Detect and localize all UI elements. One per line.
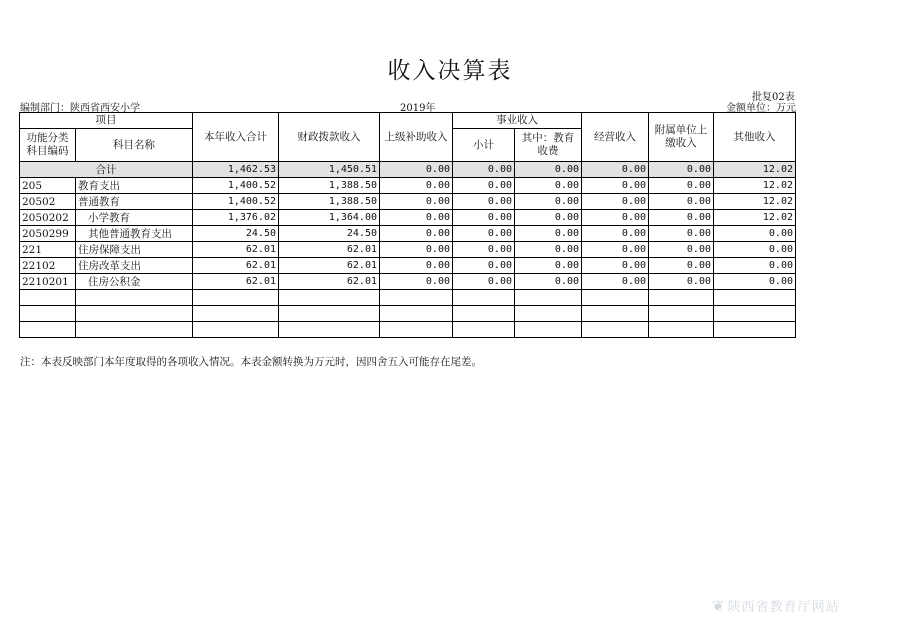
amount-cell: 62.01 [279, 258, 380, 274]
subject-code: 221 [20, 242, 76, 258]
empty-cell [582, 322, 649, 338]
amount-cell: 0.00 [582, 226, 649, 242]
total-value: 0.00 [453, 162, 515, 178]
amount-cell: 1,400.52 [193, 178, 279, 194]
amount-cell: 0.00 [380, 226, 453, 242]
subject-name: 住房保障支出 [76, 242, 193, 258]
header-subject-name: 科目名称 [76, 129, 193, 162]
amount-cell: 0.00 [515, 226, 582, 242]
empty-cell [20, 290, 76, 306]
total-label: 合计 [20, 162, 193, 178]
empty-cell [380, 290, 453, 306]
empty-cell [76, 306, 193, 322]
subject-name: 住房改革支出 [76, 258, 193, 274]
total-value: 0.00 [649, 162, 714, 178]
footnote: 注：本表反映部门本年度取得的各项收入情况。本表金额转换为万元时，因四舍五入可能存在尾差。 [20, 356, 482, 368]
subject-code: 2050299 [20, 226, 76, 242]
empty-cell [193, 290, 279, 306]
subject-code: 22102 [20, 258, 76, 274]
empty-cell [582, 306, 649, 322]
empty-cell [714, 290, 796, 306]
org-label: 编制部门：陕西省西安小学 [20, 103, 140, 114]
total-value: 0.00 [515, 162, 582, 178]
empty-row [20, 290, 796, 306]
amount-cell: 0.00 [515, 242, 582, 258]
amount-cell: 0.00 [582, 194, 649, 210]
total-value: 1,450.51 [279, 162, 380, 178]
header-operating: 经营收入 [582, 113, 649, 162]
table-row [20, 274, 796, 290]
empty-cell [515, 322, 582, 338]
amount-cell: 1,376.02 [193, 210, 279, 226]
empty-cell [20, 322, 76, 338]
empty-cell [279, 322, 380, 338]
total-value: 12.02 [714, 162, 796, 178]
amount-cell: 12.02 [714, 178, 796, 194]
empty-cell [453, 290, 515, 306]
header-other: 其他收入 [714, 113, 796, 162]
header-edu-fee: 其中：教育收费 [515, 129, 582, 162]
amount-cell: 12.02 [714, 210, 796, 226]
leaf-icon: ❦ [712, 597, 726, 615]
empty-cell [515, 306, 582, 322]
amount-cell: 0.00 [515, 194, 582, 210]
empty-row [20, 306, 796, 322]
amount-cell: 0.00 [380, 258, 453, 274]
subject-code: 2210201 [20, 274, 76, 290]
empty-cell [649, 306, 714, 322]
subject-name: 教育支出 [76, 178, 193, 194]
empty-cell [714, 322, 796, 338]
header-project: 项目 [20, 113, 193, 129]
amount-cell: 0.00 [582, 242, 649, 258]
table-row [20, 210, 796, 226]
amount-cell: 0.00 [582, 210, 649, 226]
empty-cell [515, 290, 582, 306]
amount-cell: 0.00 [380, 242, 453, 258]
amount-cell: 0.00 [453, 274, 515, 290]
amount-cell: 1,400.52 [193, 194, 279, 210]
empty-cell [76, 290, 193, 306]
amount-cell: 0.00 [453, 194, 515, 210]
total-value: 0.00 [582, 162, 649, 178]
empty-cell [279, 306, 380, 322]
empty-cell [714, 306, 796, 322]
amount-cell: 1,388.50 [279, 194, 380, 210]
amount-cell: 0.00 [714, 274, 796, 290]
subject-code: 2050202 [20, 210, 76, 226]
empty-cell [453, 306, 515, 322]
header-business-income: 事业收入 [453, 113, 582, 129]
subject-name: 住房公积金 [76, 274, 193, 290]
amount-cell: 1,388.50 [279, 178, 380, 194]
doc-code: 批复02表 [752, 92, 795, 103]
amount-cell: 0.00 [582, 258, 649, 274]
empty-cell [279, 290, 380, 306]
total-value: 0.00 [380, 162, 453, 178]
amount-cell: 0.00 [380, 178, 453, 194]
empty-cell [193, 322, 279, 338]
amount-cell: 62.01 [279, 242, 380, 258]
amount-cell: 0.00 [453, 226, 515, 242]
unit-label: 金额单位：万元 [726, 103, 796, 114]
table-row [20, 178, 796, 194]
subject-name: 普通教育 [76, 194, 193, 210]
page-title: 收入决算表 [387, 58, 513, 84]
amount-cell: 0.00 [649, 194, 714, 210]
income-table [19, 112, 796, 338]
amount-cell: 62.01 [279, 274, 380, 290]
amount-cell: 24.50 [193, 226, 279, 242]
table-row [20, 242, 796, 258]
amount-cell: 0.00 [714, 226, 796, 242]
amount-cell: 0.00 [380, 194, 453, 210]
amount-cell: 0.00 [649, 178, 714, 194]
amount-cell: 62.01 [193, 274, 279, 290]
amount-cell: 0.00 [649, 242, 714, 258]
subject-code: 20502 [20, 194, 76, 210]
amount-cell: 0.00 [515, 274, 582, 290]
amount-cell: 12.02 [714, 194, 796, 210]
report-meta [20, 99, 796, 112]
amount-cell: 24.50 [279, 226, 380, 242]
amount-cell: 0.00 [515, 258, 582, 274]
amount-cell: 0.00 [582, 274, 649, 290]
watermark-text: 陕西省教育厅网站 [727, 600, 840, 615]
amount-cell: 0.00 [453, 210, 515, 226]
amount-cell: 0.00 [453, 242, 515, 258]
amount-cell: 0.00 [649, 258, 714, 274]
watermark [712, 596, 840, 615]
amount-cell: 1,364.00 [279, 210, 380, 226]
amount-cell: 0.00 [515, 178, 582, 194]
header-total-income: 本年收入合计 [193, 113, 279, 162]
header-fiscal: 财政拨款收入 [279, 113, 380, 162]
table-row [20, 194, 796, 210]
amount-cell: 0.00 [453, 178, 515, 194]
empty-row [20, 322, 796, 338]
empty-cell [649, 322, 714, 338]
empty-cell [193, 306, 279, 322]
subject-name: 小学教育 [76, 210, 193, 226]
amount-cell: 0.00 [649, 226, 714, 242]
empty-cell [380, 306, 453, 322]
total-value: 1,462.53 [193, 162, 279, 178]
total-row [20, 162, 796, 178]
table-row [20, 258, 796, 274]
subject-name: 其他普通教育支出 [76, 226, 193, 242]
header-subtotal: 小计 [453, 129, 515, 162]
empty-cell [380, 322, 453, 338]
empty-cell [76, 322, 193, 338]
header-func-code: 功能分类科目编码 [20, 129, 76, 162]
table-row [20, 226, 796, 242]
amount-cell: 0.00 [714, 258, 796, 274]
empty-cell [20, 306, 76, 322]
amount-cell: 0.00 [380, 210, 453, 226]
amount-cell: 0.00 [515, 210, 582, 226]
amount-cell: 0.00 [714, 242, 796, 258]
empty-cell [649, 290, 714, 306]
subject-code: 205 [20, 178, 76, 194]
amount-cell: 0.00 [649, 210, 714, 226]
empty-cell [453, 322, 515, 338]
year-label: 2019年 [400, 103, 436, 114]
amount-cell: 0.00 [453, 258, 515, 274]
amount-cell: 62.01 [193, 258, 279, 274]
amount-cell: 0.00 [582, 178, 649, 194]
header-affiliated: 附属单位上缴收入 [649, 113, 714, 162]
amount-cell: 62.01 [193, 242, 279, 258]
amount-cell: 0.00 [649, 274, 714, 290]
empty-cell [582, 290, 649, 306]
header-superior-subsidy: 上级补助收入 [380, 113, 453, 162]
amount-cell: 0.00 [380, 274, 453, 290]
